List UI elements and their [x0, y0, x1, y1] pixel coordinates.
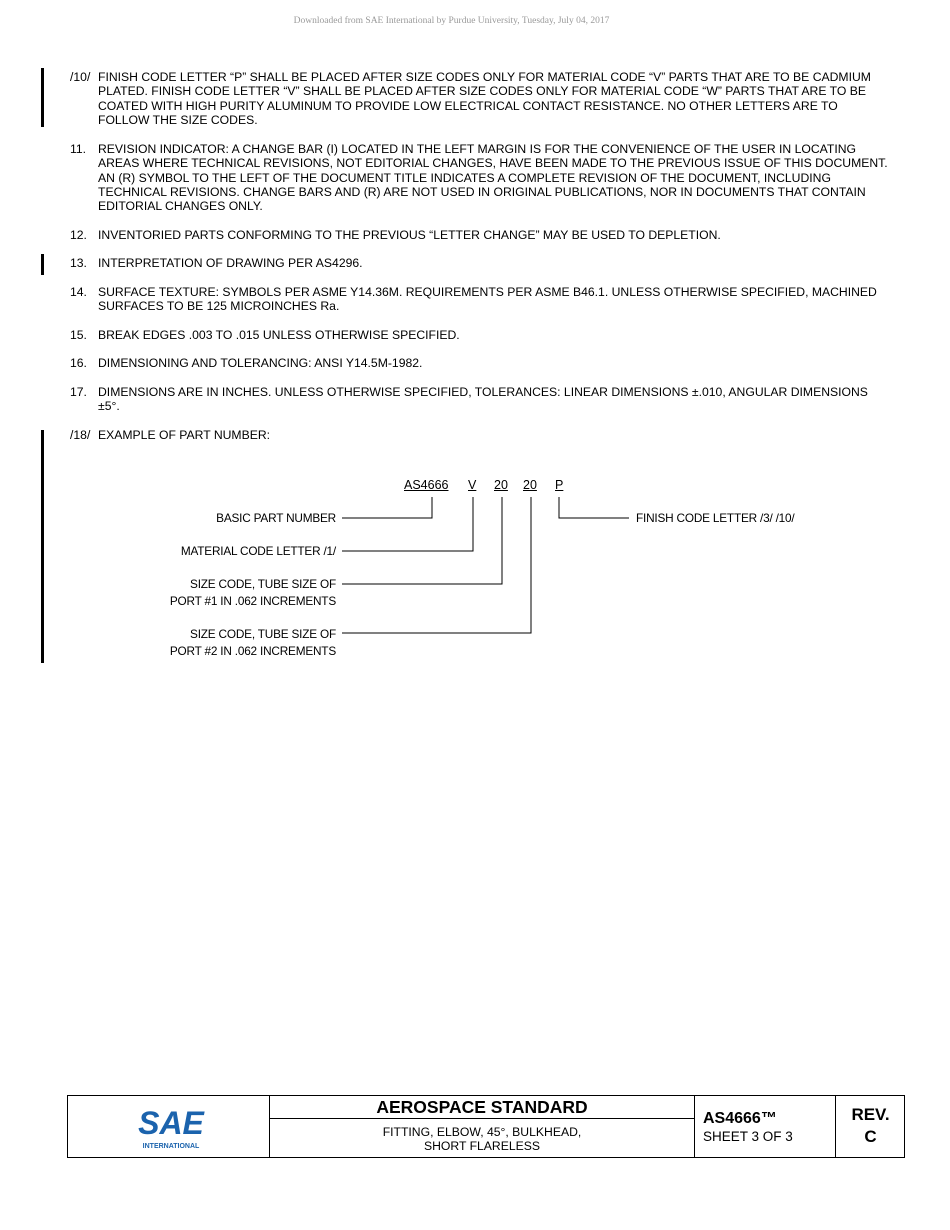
revision-cell	[836, 1096, 905, 1157]
sae-logo-icon	[136, 1106, 206, 1152]
title-block	[67, 1095, 905, 1158]
note-number: 13.	[70, 256, 87, 270]
part-number-diagram	[0, 470, 950, 680]
leader-size1	[342, 497, 502, 584]
document-number-cell	[695, 1096, 836, 1157]
note-number: /18/	[70, 428, 91, 442]
label-size1-line1: SIZE CODE, TUBE SIZE OF	[190, 577, 336, 591]
note-number: 17.	[70, 385, 87, 399]
sae-logo-text: SAE	[138, 1106, 204, 1141]
leader-finish	[559, 497, 629, 518]
leader-basic	[342, 497, 432, 518]
note-14	[70, 285, 890, 314]
standard-description	[270, 1119, 694, 1153]
label-finish: FINISH CODE LETTER /3/ /10/	[636, 511, 795, 525]
note-11	[70, 142, 890, 213]
note-text: FINISH CODE LETTER “P” SHALL BE PLACED AFTER SIZE CODES ONLY FOR MATERIAL CODE “V” PARTS THAT ARE TO BE CADMIUM PLATED. FINISH CODE LETTER “V” SHALL BE PLACED AFTER SIZE CODES ONLY FOR MATERIAL CODE “W” PARTS THAT ARE TO BE COATED WITH HIGH PURITY ALUMINUM TO PROVIDE LOW ELECTRICAL CONTACT RESISTANCE. NO OTHER LETTERS ARE TO FOLLOW THE SIZE CODES.	[98, 70, 871, 127]
sae-logo-cell	[68, 1096, 270, 1157]
note-text: BREAK EDGES .003 TO .015 UNLESS OTHERWISE SPECIFIED.	[98, 328, 460, 342]
note-15	[70, 328, 890, 342]
note-16	[70, 356, 890, 370]
note-text: EXAMPLE OF PART NUMBER:	[98, 428, 271, 442]
note-13	[70, 256, 890, 270]
note-number: 12.	[70, 228, 87, 242]
description-line1: FITTING, ELBOW, 45°, BULKHEAD,	[382, 1125, 582, 1139]
note-text: SURFACE TEXTURE: SYMBOLS PER ASME Y14.36M. REQUIREMENTS PER ASME B46.1. UNLESS OTHERWISE SPECIFIED, MACHINED SURFACES TO BE 125 MICROINCHES Ra.	[98, 285, 877, 314]
label-size2-line2: PORT #2 IN .062 INCREMENTS	[169, 644, 336, 658]
sae-logo-subtext: INTERNATIONAL	[142, 1143, 200, 1150]
note-number: 16.	[70, 356, 87, 370]
note-18	[70, 428, 890, 442]
note-17	[70, 385, 890, 414]
pn-finish: P	[555, 478, 564, 492]
note-number: 15.	[70, 328, 87, 342]
pn-material: V	[468, 478, 477, 492]
pn-size2: 20	[523, 478, 537, 492]
leader-size2	[342, 497, 531, 633]
label-basic: BASIC PART NUMBER	[216, 511, 336, 525]
pn-basic: AS4666	[404, 478, 449, 492]
label-size1	[100, 576, 336, 610]
pn-size1: 20	[494, 478, 508, 492]
note-12	[70, 228, 890, 242]
sheet-number: SHEET 3 OF 3	[703, 1129, 793, 1144]
note-text: INVENTORIED PARTS CONFORMING TO THE PREVIOUS “LETTER CHANGE” MAY BE USED TO DEPLETION.	[98, 228, 721, 242]
note-10	[70, 70, 890, 127]
note-text: REVISION INDICATOR: A CHANGE BAR (I) LOCATED IN THE LEFT MARGIN IS FOR THE CONVENIENCE OF THE USER IN LOCATING AREAS WHERE TECHNICAL REVISIONS, NOT EDITORIAL CHANGES, HAVE BEEN MADE TO THE PREVIOUS ISSUE OF THIS DOCUMENT. AN (R) SYMBOL TO THE LEFT OF THE DOCUMENT TITLE INDICATES A COMPLETE REVISION OF THE DOCUMENT, INCLUDING TECHNICAL REVISIONS. CHANGE BARS AND (R) ARE NOT USED IN ORIGINAL PUBLICATIONS, NOR IN DOCUMENTS THAT CONTAIN EDITORIAL CHANGES ONLY.	[98, 142, 888, 214]
note-number: 11.	[70, 142, 87, 156]
revision-label: REV.	[851, 1105, 890, 1124]
revision-value: C	[864, 1127, 877, 1146]
label-size2	[100, 626, 336, 660]
download-banner: Downloaded from SAE International by Purdue University, Tuesday, July 04, 2017	[293, 16, 610, 26]
note-text: DIMENSIONS ARE IN INCHES. UNLESS OTHERWISE SPECIFIED, TOLERANCES: LINEAR DIMENSIONS ±.010, ANGULAR DIMENSIONS ±5°.	[98, 385, 868, 414]
change-bar	[41, 68, 44, 127]
label-material: MATERIAL CODE LETTER /1/	[180, 544, 336, 558]
note-text: DIMENSIONING AND TOLERANCING: ANSI Y14.5M-1982.	[98, 356, 423, 370]
change-bar	[41, 254, 44, 275]
leader-material	[342, 497, 473, 551]
standard-heading: AEROSPACE STANDARD	[270, 1096, 694, 1119]
note-text: INTERPRETATION OF DRAWING PER AS4296.	[98, 256, 363, 270]
document-number: AS4666™	[703, 1110, 777, 1127]
description-line2: SHORT FLARELESS	[423, 1139, 541, 1153]
note-number: 14.	[70, 285, 87, 299]
note-number: /10/	[70, 70, 91, 84]
label-size2-line1: SIZE CODE, TUBE SIZE OF	[190, 627, 336, 641]
title-cell	[270, 1096, 695, 1157]
label-size1-line2: PORT #1 IN .062 INCREMENTS	[169, 594, 336, 608]
